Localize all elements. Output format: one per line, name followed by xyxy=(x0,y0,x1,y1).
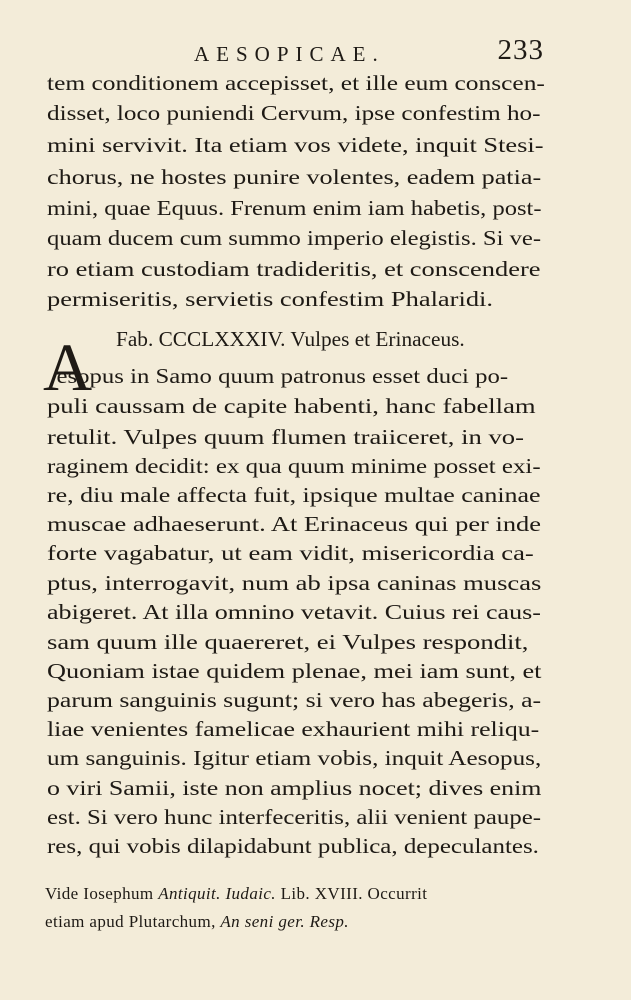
text-line: abigeret. At illa omnino vetavit. Cuius rei caus- xyxy=(47,600,541,624)
text-line: est. Si vero hunc interfeceritis, alii venient paupe- xyxy=(47,805,542,829)
text-line: permiseritis, servietis confestim Phalaridi. xyxy=(47,287,494,311)
text-line: disset, loco puniendi Cervum, ipse confestim ho- xyxy=(47,101,541,125)
text-line: forte vagabatur, ut eam vidit, misericordia ca- xyxy=(47,541,534,565)
text-line: retulit. Vulpes quum flumen traiiceret, in vo- xyxy=(47,425,524,449)
footnote-text: Lib. XVIII. Occurrit xyxy=(280,884,428,903)
fable-heading: Fab. CCCLXXXIV. Vulpes et Erinaceus. xyxy=(116,327,465,351)
text-line: um sanguinis. Igitur etiam vobis, inquit Aesopus, xyxy=(47,746,542,770)
text-line: Quoniam istae quidem plenae, mei iam sunt, et xyxy=(47,659,542,683)
running-header xyxy=(44,34,544,68)
text-line: ro etiam custodiam tradideritis, et conscendere xyxy=(47,257,541,281)
footnote-line xyxy=(45,884,427,904)
text-line: puli caussam de capite habenti, hanc fabellam xyxy=(47,394,536,418)
footnote-text: Vide Iosephum xyxy=(45,884,154,903)
text-line: parum sanguinis sugunt; si vero has abegeris, a- xyxy=(47,688,542,712)
text-line: tem conditionem accepisset, et ille eum conscen- xyxy=(47,71,545,95)
text-line: res, qui vobis dilapidabunt publica, depeculantes. xyxy=(47,834,539,858)
text-line: ptus, interrogavit, num ab ipsa caninas muscas xyxy=(47,571,542,595)
footnote-citation: Antiquit. Iudaic. xyxy=(158,884,276,903)
text-line: re, diu male affecta fuit, ipsique multae caninae xyxy=(47,483,541,507)
text-line: muscae adhaeserunt. At Erinaceus qui per inde xyxy=(47,512,541,536)
text-line: raginem decidit: ex qua quum minime posset exi- xyxy=(47,454,541,478)
footnote-citation: An seni ger. Resp. xyxy=(220,912,349,931)
text-line: mini servivit. Ita etiam vos videte, inquit Stesi- xyxy=(47,133,544,157)
text-line: mini, quae Equus. Frenum enim iam habetis, post- xyxy=(47,196,542,220)
running-title: AESOPICAE. xyxy=(194,42,385,66)
text-line: esopus in Samo quum patronus esset duci po- xyxy=(56,364,509,388)
footnote-line xyxy=(45,912,349,932)
footnote-text: etiam apud Plutarchum, xyxy=(45,912,216,931)
text-line: sam quum ille quaereret, ei Vulpes respondit, xyxy=(47,630,529,654)
text-line: o viri Samii, iste non amplius nocet; dives enim xyxy=(47,776,542,800)
page-number: 233 xyxy=(497,34,544,66)
text-line: chorus, ne hostes punire volentes, eadem patia- xyxy=(47,165,542,189)
text-line: liae venientes famelicae exhaurient mihi reliqu- xyxy=(47,717,540,741)
text-line: quam ducem cum summo imperio elegistis. Si ve- xyxy=(47,226,542,250)
drop-cap: A xyxy=(43,329,93,405)
